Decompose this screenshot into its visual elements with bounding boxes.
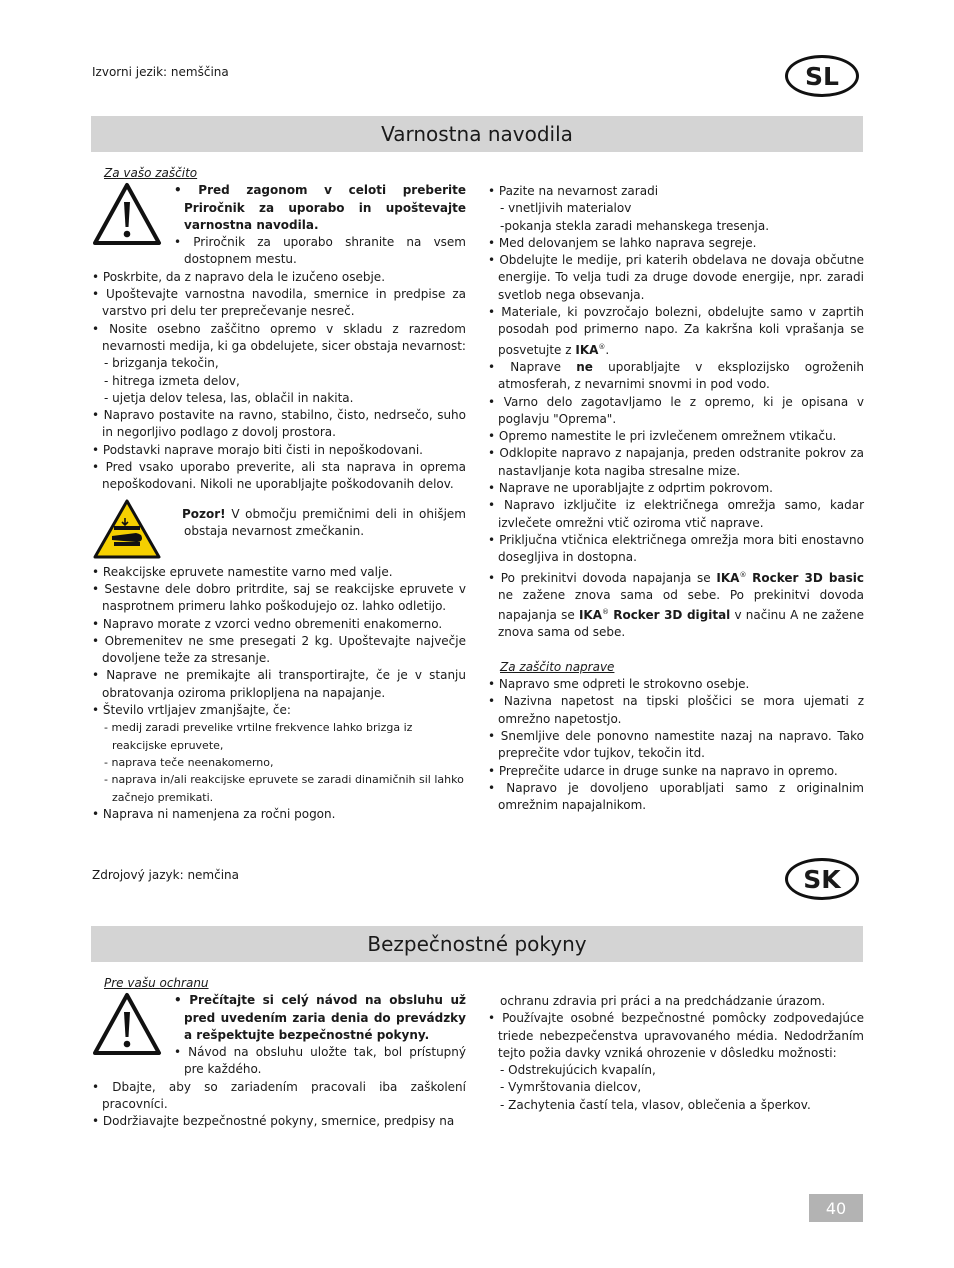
list-item: • Obdelujte le medije, pri katerih obdelava ne dovaja občutne energije. To velja tudi za druge dovode energije, npr. zaradi svetlob nega obsevanja.: [488, 253, 864, 302]
list-item-explosion: • Naprave ne uporabljajte v eksplozijsko ogroženih atmosferah, z nevarnimi snovmi in pod vodo.: [488, 359, 864, 392]
list-item: • Poskrbite, da z napravo dela le izučeno osebje.: [92, 269, 386, 284]
list-item: • Napravo je dovoljeno uporabljati samo z originalnim omrežnim napajalnikom.: [488, 780, 864, 813]
list-item: • Priključna vtičnica električnega omrežja mora biti enostavno dosegljiva in dostopna.: [488, 532, 864, 565]
sk-left-column: [92, 975, 466, 1131]
crush-warning-block: [92, 498, 466, 560]
list-item: • Pazite na nevarnost zaradi: [488, 184, 659, 198]
list-item: • Podstavki naprave morajo biti čisti in nepoškodovani.: [92, 442, 423, 457]
warning-triangle-icon: [92, 182, 162, 246]
device-protect-heading: Za zaščito naprave: [500, 659, 615, 674]
sl-right-column: [488, 183, 864, 814]
warning-triangle-icon: [92, 992, 162, 1056]
list-item: • Opremo namestite le pri izvlečenem omrežnem vtikaču.: [488, 429, 837, 444]
pozor-label: Pozor!: [182, 506, 226, 521]
list-item-power: • Po prekinitvi dovoda napajanja se IKA® Rocker 3D basic ne zažene znova sama od sebe. Po prekinitvi dovoda napajanja se IKA® Rocker 3D digital v načinu A ne zažene znova sama od sebe.: [488, 570, 864, 640]
warning-read-manual: • Pred zagonom v celoti preberite Priročnik za uporabo in upoštevajte varnostna navodila.: [174, 183, 466, 232]
list-item: • Število vrtljajev zmanjšajte, če:: [92, 703, 291, 718]
crush-hazard-icon: [92, 498, 162, 560]
list-item: • Snemljive dele ponovno namestite nazaj na napravo. Tako preprečite vdor tujkov, tekočin itd.: [488, 728, 864, 761]
sl-left-column: [92, 165, 466, 823]
sub-item: - ujetja delov telesa, las, oblačil in nakita.: [104, 390, 354, 405]
list-item: • Dbajte, aby so zariadením pracovali iba zaškolení pracovníci.: [92, 1079, 466, 1112]
list-item: • Napravo postavite na ravno, stabilno, čisto, nedrsečo, suho in negorljivo podlago z dovolj prostora.: [92, 408, 466, 440]
sub-item: - vnetljivih materialov: [500, 201, 632, 216]
general-warning-block: [92, 182, 466, 268]
list-item: • Reakcijske epruvete namestite varno med valje.: [92, 564, 393, 579]
list-item: • Napravo sme odpreti le strokovno osebje.: [488, 677, 750, 692]
source-language-sk: Zdrojový jazyk: nemčina: [92, 868, 240, 882]
list-item: • Sestavne dele dobro pritrdite, saj se reakcijske epruvete v nasprotnem primeru lahko poškodujejo oz. lahko odletijo.: [92, 581, 466, 614]
list-item: • Upoštevajte varnostna navodila, smernice in predpise za varstvo pri delu ter preprečevanje nesreč.: [92, 287, 466, 319]
sub-item: - brizganja tekočin,: [104, 356, 219, 371]
warning-keep-manual: • Priročnik za uporabo shranite na vsem dostopnem mestu.: [174, 235, 466, 267]
list-item-continued: ochranu zdravia pri práci a na predchádzanie úrazom.: [500, 994, 826, 1008]
protect-heading: Pre vašu ochranu: [104, 976, 209, 990]
language-badge-sl: SL: [785, 55, 859, 97]
list-item: • Napravo morate z vzorci vedno obremeniti enakomerno.: [92, 616, 443, 631]
page-number: 40: [809, 1194, 863, 1222]
section-title-sl: Varnostna navodila: [91, 116, 863, 152]
sub-item: - hitrega izmeta delov,: [104, 373, 240, 388]
list-item: • Dodržiavajte bezpečnostné pokyny, smernice, predpisy na: [92, 1114, 455, 1129]
sub-item: - naprava teče neenakomerno,: [104, 755, 274, 769]
warning-read-manual: • Prečítajte si celý návod na obsluhu už pred uvedením zaria denia do prevádzky a rešpektujte bezpečnostné pokyny.: [174, 993, 466, 1042]
sub-item: -pokanja stekla zaradi mehanskega tresenja.: [500, 218, 770, 233]
list-item: • Preprečite udarce in druge sunke na napravo in opremo.: [488, 763, 838, 778]
list-item: • Nazivna napetost na tipski ploščici se mora ujemati z omrežno napetostjo.: [488, 694, 864, 726]
warning-keep-manual: • Návod na obsluhu uložte tak, bol prístupný pre každého.: [174, 1045, 466, 1077]
list-item-materials: • Materiale, ki povzročajo bolezni, obdelujte samo v zaprtih posodah pod primerno napo. Za kakršna koli vprašanja se posvetujte z IKA®.: [488, 305, 864, 357]
sub-item: - Odstrekujúcich kvapalín,: [500, 1063, 656, 1078]
general-warning-block: [92, 992, 466, 1078]
list-item: • Napravo izključite iz električnega omrežja samo, kadar izvlečete omrežni vtič oziroma vtič naprave.: [488, 498, 864, 530]
list-item: • Naprava ni namenjena za ročni pogon.: [92, 806, 336, 821]
list-item: • Med delovanjem se lahko naprava segreje.: [488, 235, 757, 250]
protect-heading: Za vašo zaščito: [104, 166, 198, 180]
pozor-text: V območju premičnimi deli in ohišjem obstaja nevarnost zmečkanin.: [184, 506, 466, 538]
sub-item: - Zachytenia častí tela, vlasov, oblečenia a šperkov.: [500, 1097, 811, 1112]
list-item: • Varno delo zagotavljamo le z opremo, ki je opisana v poglavju "Oprema".: [488, 394, 864, 426]
list-item: • Používajte osobné bezpečnostné pomôcky zodpovedajúce triede nebezpečenstva upravovaného média. Nedodržaním tejto požia davky vzniká ohrozenie v dôsledku možnosti:: [488, 1011, 864, 1060]
sub-item: - medij zaradi prevelike vrtilne frekvence lahko brizga iz reakcijske epruvete,: [104, 721, 413, 752]
section-title-sk: Bezpečnostné pokyny: [91, 926, 863, 962]
sub-item: - naprava in/ali reakcijske epruvete se zaradi dinamičnih sil lahko začnejo premikati.: [104, 773, 464, 804]
list-item: • Obremenitev ne sme presegati 2 kg. Upoštevajte največje dovoljene teže za stresanje.: [92, 633, 466, 666]
sk-right-column: [488, 993, 864, 1114]
list-item: • Nosite osebno zaščitno opremo v skladu z razredom nevarnosti medija, ki ga obdelujete, sicer obstaja nevarnost:: [92, 321, 466, 353]
language-badge-sk: SK: [785, 858, 859, 900]
sub-item: - Vymrštovania dielcov,: [500, 1080, 642, 1095]
list-item: • Pred vsako uporabo preverite, ali sta naprava in oprema nepoškodovani. Nikoli ne uporabljajte poškodovanih delov.: [92, 460, 466, 492]
list-item: • Naprave ne premikajte ali transportirajte, če je v stanju obratovanja oziroma priklopljena na napajanje.: [92, 668, 466, 700]
list-item: • Odklopite napravo z napajanja, preden odstranite pokrov za nastavljanje kota nagiba stresalne mize.: [488, 446, 864, 478]
list-item: • Naprave ne uporabljajte z odprtim pokrovom.: [488, 481, 773, 496]
source-language-sl: Izvorni jezik: nemščina: [92, 65, 229, 79]
